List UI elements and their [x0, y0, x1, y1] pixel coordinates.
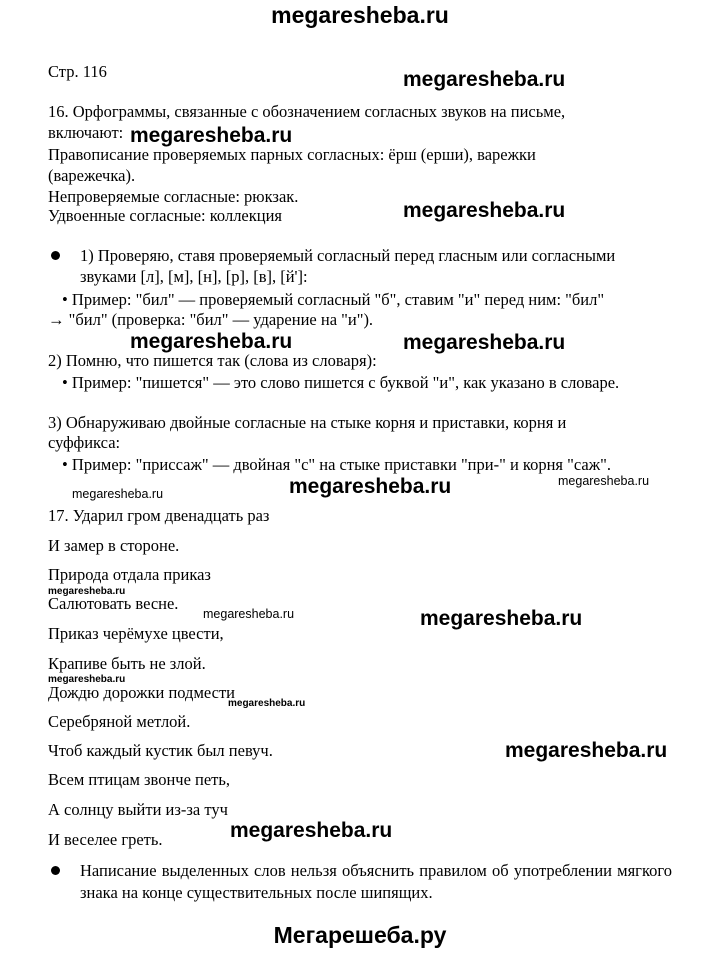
watermark: megaresheba.ru	[403, 331, 566, 354]
watermark: megaresheba.ru	[130, 124, 293, 147]
task17-note: Написание выделенных слов нельзя объяснить правилом об употреблении мягкого знака на конце существительных после шипящих.	[80, 861, 672, 902]
task16-item-double: Удвоенные согласные: коллекция	[48, 206, 283, 225]
watermark: megaresheba.ru	[203, 607, 295, 621]
task16-step3-line2: суффикса:	[48, 433, 121, 452]
poem-line: И замер в стороне.	[48, 536, 180, 555]
bullet-dot	[51, 866, 60, 875]
poem-line: А солнцу выйти из-за туч	[48, 800, 228, 819]
watermark: megaresheba.ru	[48, 674, 126, 685]
watermark: megaresheba.ru	[420, 607, 583, 630]
task16-intro-line2: включают:	[48, 123, 124, 142]
watermark: megaresheba.ru	[403, 68, 566, 91]
task16-step2-example: • Пример: "пишется" — это слово пишется с буквой "и", как указано в словаре.	[62, 373, 620, 392]
watermark: megaresheba.ru	[48, 586, 126, 597]
watermark: megaresheba.ru	[505, 739, 668, 762]
poem-line: Салютовать весне.	[48, 594, 179, 613]
site-header-title: megaresheba.ru	[271, 2, 449, 28]
task16-item-paired-line2: (варежечка).	[48, 166, 136, 185]
task16-step3-line1: 3) Обнаруживаю двойные согласные на стыке корня и приставки, корня и	[48, 413, 567, 432]
watermark: megaresheba.ru	[72, 487, 164, 501]
poem-line: Природа отдала приказ	[48, 565, 211, 584]
site-footer-title: Мегарешеба.ру	[273, 922, 447, 948]
poem-line: 17. Ударил гром двенадцать раз	[48, 506, 270, 525]
task16-step1-example-line1: • Пример: "бил" — проверяемый согласный "б", ставим "и" перед ним: "бил"	[62, 290, 605, 309]
watermark: megaresheba.ru	[289, 475, 452, 498]
poem-line: И веселее греть.	[48, 830, 163, 849]
poem-line: Крапиве быть не злой.	[48, 654, 206, 673]
page-number: Стр. 116	[48, 62, 107, 81]
poem-line: Серебряной метлой.	[48, 712, 191, 731]
poem-line: Всем птицам звонче петь,	[48, 770, 231, 789]
task16-step1-example-line2: → "бил" (проверка: "бил" — ударение на "и").	[48, 310, 374, 329]
task16-item-paired-line1: Правописание проверяемых парных согласных: ёрш (ерши), варежки	[48, 145, 536, 164]
task16-step1-line2: звуками [л], [м], [н], [р], [в], [й']:	[80, 267, 308, 286]
poem-line: Дождю дорожки подмести	[48, 683, 235, 702]
task16-step3-example: • Пример: "приссаж" — двойная "с" на стыке приставки "при-" и корня "саж".	[62, 455, 611, 474]
watermark: megaresheba.ru	[558, 474, 650, 488]
task16-step1-line1: 1) Проверяю, ставя проверяемый согласный перед гласным или согласными	[80, 246, 616, 265]
watermark: megaresheba.ru	[403, 199, 566, 222]
watermark: megaresheba.ru	[228, 698, 306, 709]
watermark: megaresheba.ru	[230, 819, 393, 842]
task16-item-unverifiable: Непроверяемые согласные: рюкзак.	[48, 187, 299, 206]
task16-step2-line1: 2) Помню, что пишется так (слова из словаря):	[48, 351, 377, 370]
task16-intro-line1: 16. Орфограммы, связанные с обозначением согласных звуков на письме,	[48, 102, 566, 121]
poem-line: Приказ черёмухе цвести,	[48, 624, 224, 643]
bullet-dot	[51, 251, 60, 260]
watermark: megaresheba.ru	[130, 330, 293, 353]
poem-line: Чтоб каждый кустик был певуч.	[48, 741, 273, 760]
